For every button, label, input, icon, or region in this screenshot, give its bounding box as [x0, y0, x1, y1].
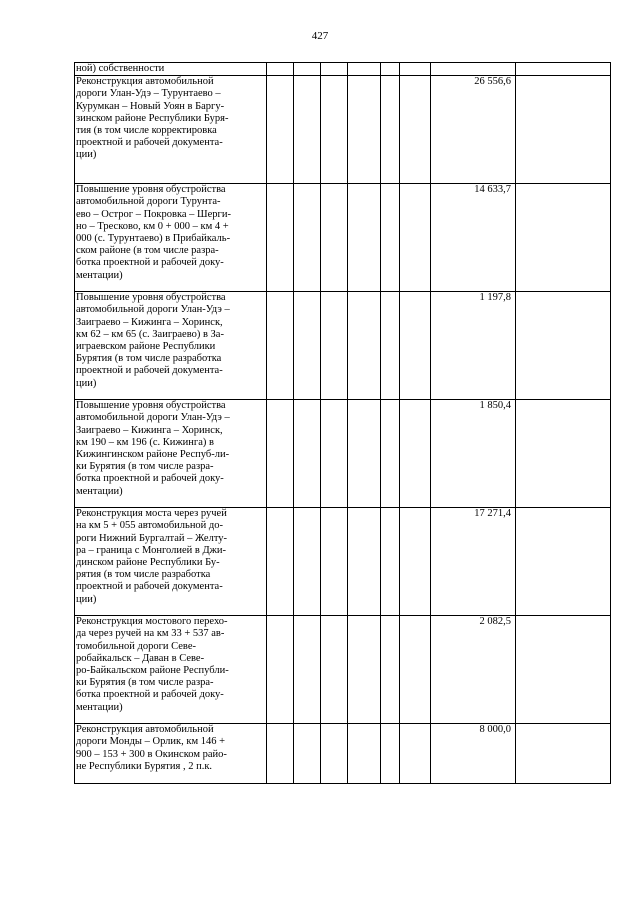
empty-cell [267, 292, 294, 400]
description-line: ботка проектной и рабочей доку- [76, 257, 224, 269]
description-line: ки Бурятия (в том числе разра- [76, 461, 214, 473]
description-line: проектной и рабочей документа- [76, 137, 223, 149]
project-description [75, 616, 267, 724]
description-line: 900 – 153 + 300 в Окинском райо- [76, 748, 227, 760]
description-line: ботка проектной и рабочей доку- [76, 689, 224, 701]
empty-cell [348, 184, 381, 292]
amount-cell: 8 000,0 [431, 724, 516, 784]
empty-cell [348, 400, 381, 508]
empty-cell [381, 292, 400, 400]
page-number: 427 [311, 30, 329, 42]
budget-table [74, 62, 611, 784]
empty-cell [321, 508, 348, 616]
description-line: Реконструкция моста через ручей [76, 508, 227, 520]
description-line: ментации) [76, 485, 123, 497]
description-line: автомобильной дороги Турунта- [76, 196, 221, 208]
empty-cell [294, 76, 321, 184]
description-line: на км 5 + 055 автомобильной до- [76, 520, 224, 532]
empty-cell [400, 184, 431, 292]
empty-cell [348, 616, 381, 724]
empty-cell [400, 76, 431, 184]
table-row [75, 616, 611, 724]
amount-cell: 2 082,5 [431, 616, 516, 724]
description-line: томобильной дороги Севе- [76, 640, 196, 652]
amount-cell: 1 850,4 [431, 400, 516, 508]
project-description [75, 724, 267, 784]
empty-cell [267, 76, 294, 184]
description-line: ро-Байкальском районе Республи- [76, 665, 229, 677]
description-line: ции) [76, 149, 97, 161]
description-line: динском районе Республики Бу- [76, 557, 220, 569]
description-line: Реконструкция мостового перехо- [76, 616, 228, 628]
description-line: тия (в том числе корректировка [76, 125, 217, 137]
table-row [75, 292, 611, 400]
description-line: проектной и рабочей документа- [76, 581, 223, 593]
empty-cell [400, 508, 431, 616]
empty-cell [294, 400, 321, 508]
empty-cell [516, 76, 611, 184]
description-line: автомобильной дороги Улан-Удэ – [76, 304, 230, 316]
description-line: Бурятия (в том числе разработка [76, 353, 222, 365]
empty-cell [516, 292, 611, 400]
empty-cell [381, 724, 400, 784]
empty-cell [381, 616, 400, 724]
amount-cell: 1 197,8 [431, 292, 516, 400]
description-line: км 62 – км 65 (с. Заиграево) в За- [76, 328, 224, 340]
description-line: Повышение уровня обустройства [76, 292, 226, 304]
description-line: играевском районе Республики [76, 341, 216, 353]
description-line: ментации) [76, 269, 123, 281]
amount-cell: 17 271,4 [431, 508, 516, 616]
description-line: Курумкан – Новый Уоян в Баргу- [76, 100, 225, 112]
empty-cell [348, 76, 381, 184]
description-line: ском районе (в том числе разра- [76, 245, 219, 257]
empty-cell [381, 76, 400, 184]
description-line: ботка проектной и рабочей доку- [76, 473, 224, 485]
description-line: рятия (в том числе разработка [76, 569, 211, 581]
empty-cell [400, 724, 431, 784]
empty-cell [321, 724, 348, 784]
empty-cell [321, 292, 348, 400]
description-line: ции) [76, 377, 97, 389]
amount-cell: 14 633,7 [431, 184, 516, 292]
project-description [75, 508, 267, 616]
empty-cell [348, 292, 381, 400]
description-line: ки Бурятия (в том числе разра- [76, 677, 214, 689]
empty-cell [267, 184, 294, 292]
description-line: да через ручей на км 33 + 537 ав- [76, 628, 225, 640]
description-line: автомобильной дороги Улан-Удэ – [76, 412, 230, 424]
table-row-continuation [75, 63, 611, 76]
description-line: Заиграево – Кижинга – Хоринск, [76, 424, 223, 436]
description-line: дороги Улан-Удэ – Турунтаево – [76, 88, 221, 100]
description-line: 000 (с. Турунтаево) в Прибайкаль- [76, 233, 231, 245]
description-line: Кижингинском районе Респуб-ли- [76, 449, 230, 461]
empty-cell [267, 508, 294, 616]
empty-cell [381, 508, 400, 616]
empty-cell [294, 724, 321, 784]
description-line: ра – граница с Монголией в Джи- [76, 544, 227, 556]
empty-cell [516, 724, 611, 784]
empty-cell [400, 292, 431, 400]
table-row [75, 184, 611, 292]
empty-cell [294, 63, 321, 76]
description-line: ево – Острог – Покровка – Шерги- [76, 208, 231, 220]
empty-cell [400, 616, 431, 724]
empty-cell [400, 400, 431, 508]
empty-cell [321, 400, 348, 508]
empty-cell [267, 400, 294, 508]
description-line: ментации) [76, 701, 123, 713]
empty-cell [348, 724, 381, 784]
empty-cell [516, 63, 611, 76]
empty-cell [321, 184, 348, 292]
empty-cell [381, 184, 400, 292]
amount-cell: 26 556,6 [431, 76, 516, 184]
project-description [75, 400, 267, 508]
description-line: Реконструкция автомобильной [76, 76, 214, 88]
description-line: зинском районе Республики Буря- [76, 112, 229, 124]
empty-cell [381, 63, 400, 76]
description-line: км 190 – км 196 (с. Кижинга) в [76, 436, 214, 448]
empty-cell [516, 184, 611, 292]
empty-cell [516, 508, 611, 616]
description-line: не Республики Бурятия , 2 п.к. [76, 760, 213, 772]
description-line: Повышение уровня обустройства [76, 184, 226, 196]
description-line: дороги Монды – Орлик, км 146 + [76, 736, 226, 748]
empty-cell [381, 400, 400, 508]
table-row [75, 400, 611, 508]
project-description [75, 184, 267, 292]
table-row [75, 508, 611, 616]
empty-cell [294, 616, 321, 724]
empty-cell [516, 400, 611, 508]
empty-cell [267, 724, 294, 784]
empty-cell [348, 63, 381, 76]
description-line: но – Тресково, км 0 + 000 – км 4 + [76, 220, 229, 232]
empty-cell [400, 63, 431, 76]
empty-cell [431, 63, 516, 76]
description-line: робайкальск – Даван в Севе- [76, 652, 205, 664]
project-description [75, 292, 267, 400]
empty-cell [516, 616, 611, 724]
empty-cell [321, 76, 348, 184]
description-line: Повышение уровня обустройства [76, 400, 226, 412]
empty-cell [348, 508, 381, 616]
empty-cell [294, 292, 321, 400]
description-line: ции) [76, 593, 97, 605]
description-line: роги Нижний Бургалтай – Желту- [76, 532, 228, 544]
table-body [75, 63, 611, 784]
empty-cell [294, 508, 321, 616]
empty-cell [294, 184, 321, 292]
table-row [75, 724, 611, 784]
project-description [75, 76, 267, 184]
empty-cell [321, 616, 348, 724]
description-line: Заиграево – Кижинга – Хоринск, [76, 316, 223, 328]
description-line: проектной и рабочей документа- [76, 365, 223, 377]
description-line: Реконструкция автомобильной [76, 724, 214, 736]
empty-cell [267, 616, 294, 724]
continuation-cell: ной) собственности [75, 63, 267, 76]
table-row [75, 76, 611, 184]
empty-cell [267, 63, 294, 76]
empty-cell [321, 63, 348, 76]
